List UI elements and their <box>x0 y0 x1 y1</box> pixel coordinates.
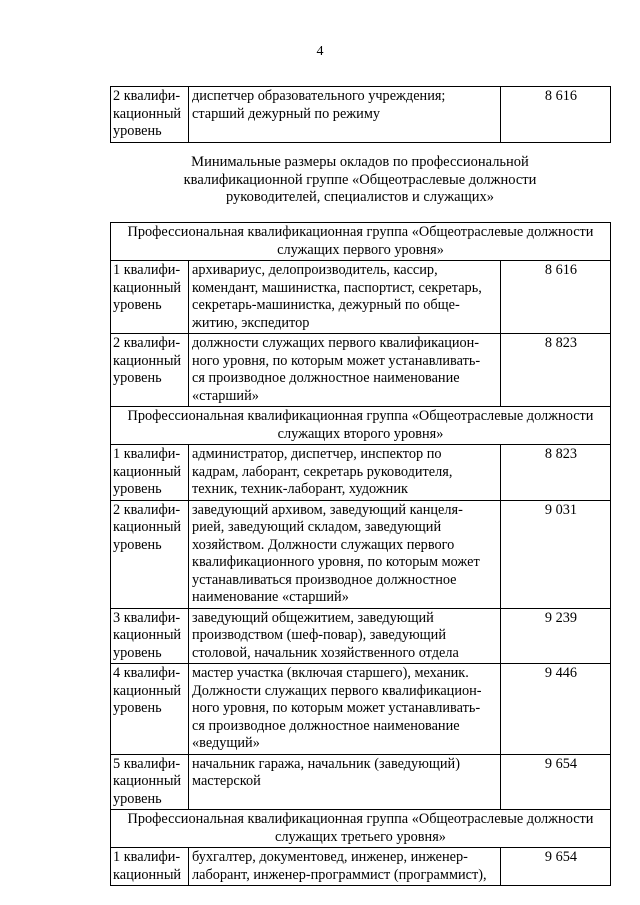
group-header-row <box>111 407 611 445</box>
table-row <box>111 664 611 755</box>
qualification-level-cell: 5 квалифи- кационный уровень <box>111 754 189 810</box>
salary-cell: 9 654 <box>501 848 611 886</box>
salary-cell: 8 823 <box>501 445 611 501</box>
qualification-level-cell: 1 квалифи- кационный <box>111 848 189 886</box>
salary-cell: 8 616 <box>501 261 611 334</box>
positions-cell: начальник гаража, начальник (заведующий) мастерской <box>189 754 501 810</box>
group-title: Профессиональная квалификационная группа «Общеотраслевые должности служащих первого уровня» <box>111 223 611 261</box>
table-row <box>111 334 611 407</box>
salary-cell: 9 239 <box>501 608 611 664</box>
section-heading: Минимальные размеры окладов по профессиональной квалификационной группе «Общеотраслевые должности руководителей, специалистов и служащих» <box>183 154 537 205</box>
group-title: Профессиональная квалификационная группа «Общеотраслевые должности служащих второго уровня» <box>111 407 611 445</box>
qualification-level-cell: 1 квалифи- кационный уровень <box>111 445 189 501</box>
table-row <box>111 848 611 886</box>
table-row <box>111 754 611 810</box>
positions-cell: администратор, диспетчер, инспектор по кадрам, лаборант, секретарь руководителя, техник, техник-лаборант, художник <box>189 445 501 501</box>
salary-cell: 9 446 <box>501 664 611 755</box>
group-header-row <box>111 810 611 848</box>
qualification-level-cell: 3 квалифи- кационный уровень <box>111 608 189 664</box>
salary-cell: 8 616 <box>501 87 611 143</box>
positions-cell: архивариус, делопроизводитель, кассир, комендант, машинистка, паспортист, секретарь, секретарь-машинистка, дежурный по обще- житию, экспедитор <box>189 261 501 334</box>
positions-cell: должности служащих первого квалификацион- ного уровня, по которым может устанавливать- ся производное должностное наименование «старший» <box>189 334 501 407</box>
qualification-level-cell: 1 квалифи- кационный уровень <box>111 261 189 334</box>
positions-cell: диспетчер образовательного учреждения; старший дежурный по режиму <box>189 87 501 143</box>
qualification-level-cell: 2 квалифи- кационный уровень <box>111 87 189 143</box>
salary-table <box>110 222 611 886</box>
qualification-level-cell: 2 квалифи- кационный уровень <box>111 334 189 407</box>
qualification-level-cell: 4 квалифи- кационный уровень <box>111 664 189 755</box>
salary-cell: 9 654 <box>501 754 611 810</box>
qualification-level-cell: 2 квалифи- кационный уровень <box>111 500 189 608</box>
table-row <box>111 445 611 501</box>
table-row <box>111 500 611 608</box>
salary-cell: 8 823 <box>501 334 611 407</box>
table-row <box>111 87 611 143</box>
positions-cell: бухгалтер, документовед, инженер, инженер- лаборант, инженер-программист (программист), <box>189 848 501 886</box>
group-title: Профессиональная квалификационная группа «Общеотраслевые должности служащих третьего уровня» <box>111 810 611 848</box>
continued-salary-table <box>110 86 611 143</box>
positions-cell: мастер участка (включая старшего), механик. Должности служащих первого квалификацион- ного уровня, по которым может устанавливать- ся производное должностное наименование «ведущий» <box>189 664 501 755</box>
positions-cell: заведующий архивом, заведующий канцеля- рией, заведующий складом, заведующий хозяйством. Должности служащих первого квалификационного уровня, по которым может устанавливаться производное должностное наименование «старший» <box>189 500 501 608</box>
group-header-row <box>111 223 611 261</box>
table-row <box>111 608 611 664</box>
salary-cell: 9 031 <box>501 500 611 608</box>
table-row <box>111 261 611 334</box>
page-number: 4 <box>316 44 324 59</box>
positions-cell: заведующий общежитием, заведующий производством (шеф-повар), заведующий столовой, начальник хозяйственного отдела <box>189 608 501 664</box>
